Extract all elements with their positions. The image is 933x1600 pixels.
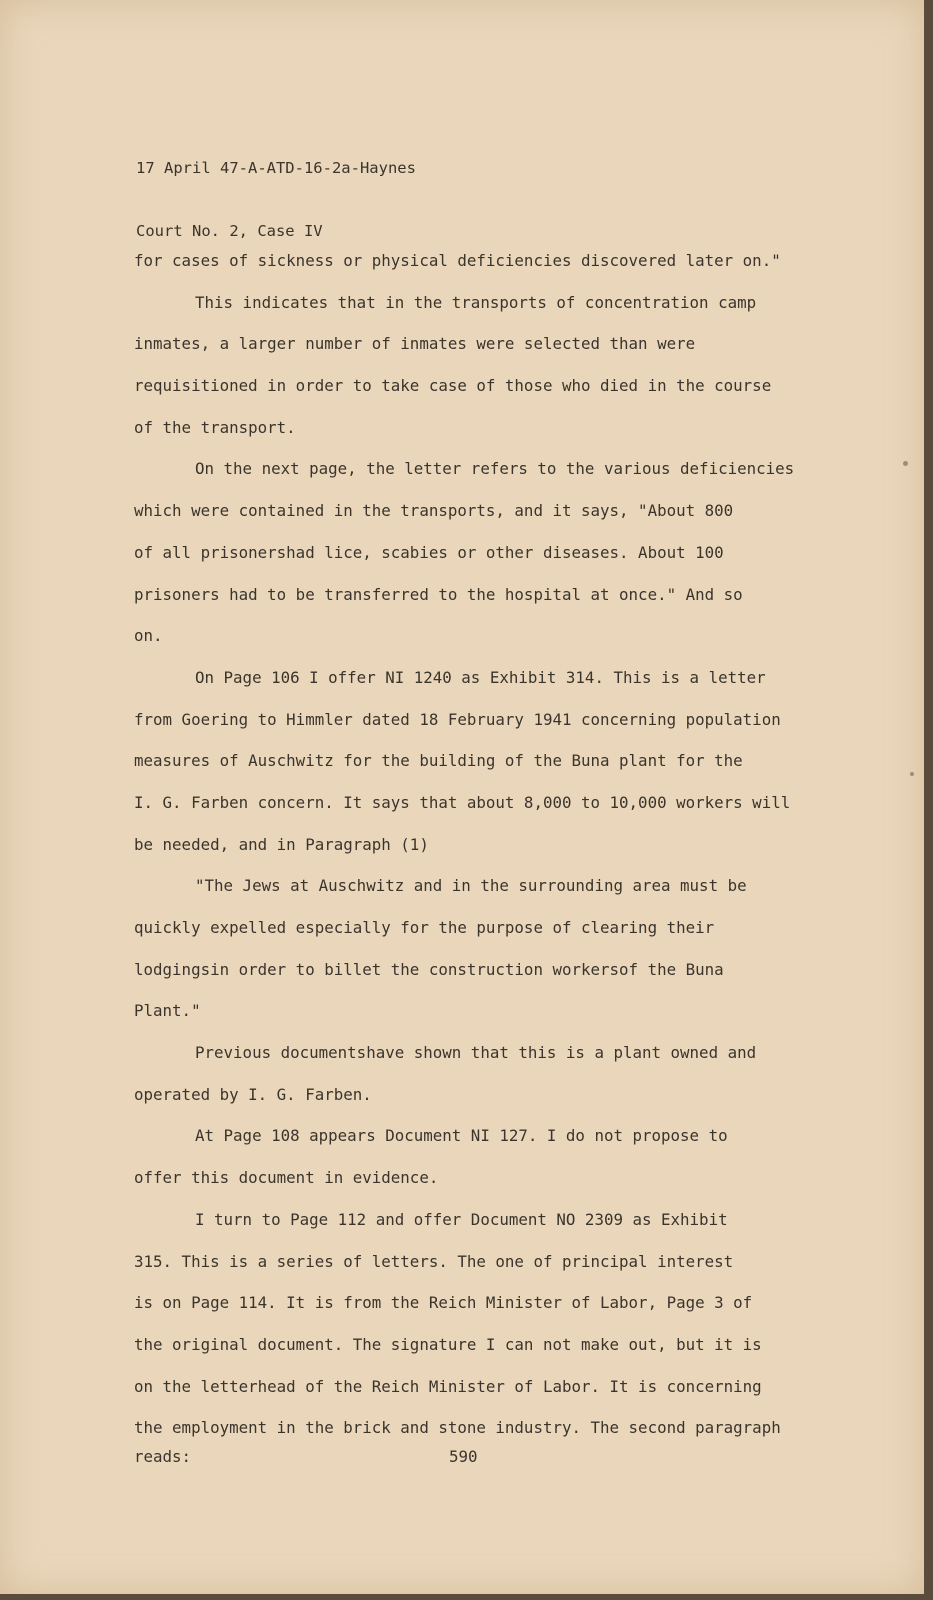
text-line: Previous documentshave shown that this is a plant owned and (195, 1043, 757, 1063)
text-line: prisoners had to be transferred to the hospital at once." And so (134, 584, 743, 604)
text-line: requisitioned in order to take case of those who died in the course (134, 376, 772, 396)
header-reference-line: 17 April 47-A-ATD-16-2a-Haynes (136, 159, 416, 177)
text-line: on the letterhead of the Reich Minister of Labor. It is concerning (134, 1376, 762, 1396)
text-line: "The Jews at Auschwitz and in the surrounding area must be (195, 876, 747, 896)
paper-speck (903, 461, 908, 466)
text-line: offer this document in evidence. (134, 1168, 439, 1188)
text-line: lodgingsin order to billet the construction workersof the Buna (134, 959, 724, 979)
text-line: which were contained in the transports, and it says, "About 800 (134, 501, 734, 521)
text-line: of the transport. (134, 417, 296, 437)
text-line: for cases of sickness or physical deficiencies discovered later on." (134, 251, 781, 270)
paper-speck (910, 772, 914, 776)
text-line: At Page 108 appears Document NI 127. I do not propose to (195, 1126, 728, 1146)
text-line: This indicates that in the transports of concentration camp (195, 292, 757, 312)
text-line: is on Page 114. It is from the Reich Minister of Labor, Page 3 of (134, 1293, 753, 1313)
text-line: 315. This is a series of letters. The one of principal interest (134, 1251, 734, 1271)
text-line: operated by I. G. Farben. (134, 1084, 372, 1104)
text-line: the employment in the brick and stone industry. The second paragraph (134, 1418, 781, 1438)
page-number: 590 (449, 1447, 478, 1466)
text-line: I turn to Page 112 and offer Document NO 2309 as Exhibit (195, 1209, 728, 1229)
transcript-body (134, 240, 864, 1449)
text-line: on. (134, 626, 163, 646)
text-line: quickly expelled especially for the purpose of clearing their (134, 918, 715, 937)
closing-word: reads: (134, 1447, 192, 1466)
header-court-line: Court No. 2, Case IV (136, 222, 323, 240)
text-line: Plant." (134, 1001, 201, 1021)
text-line: the original document. The signature I can not make out, but it is (134, 1334, 762, 1354)
text-line: from Goering to Himmler dated 18 February 1941 concerning population (134, 709, 781, 729)
footer-line (134, 1447, 864, 1477)
text-line: of all prisonershad lice, scabies or other diseases. About 100 (134, 542, 724, 562)
text-line: be needed, and in Paragraph (1) (134, 834, 429, 854)
text-line: measures of Auschwitz for the building of the Buna plant for the (134, 751, 743, 771)
text-line: inmates, a larger number of inmates were selected than were (134, 334, 696, 354)
text-line: I. G. Farben concern. It says that about 8,000 to 10,000 workers will (134, 792, 791, 812)
text-line: On the next page, the letter refers to the various deficiencies (195, 459, 795, 479)
text-line: On Page 106 I offer NI 1240 as Exhibit 314. This is a letter (195, 667, 766, 687)
